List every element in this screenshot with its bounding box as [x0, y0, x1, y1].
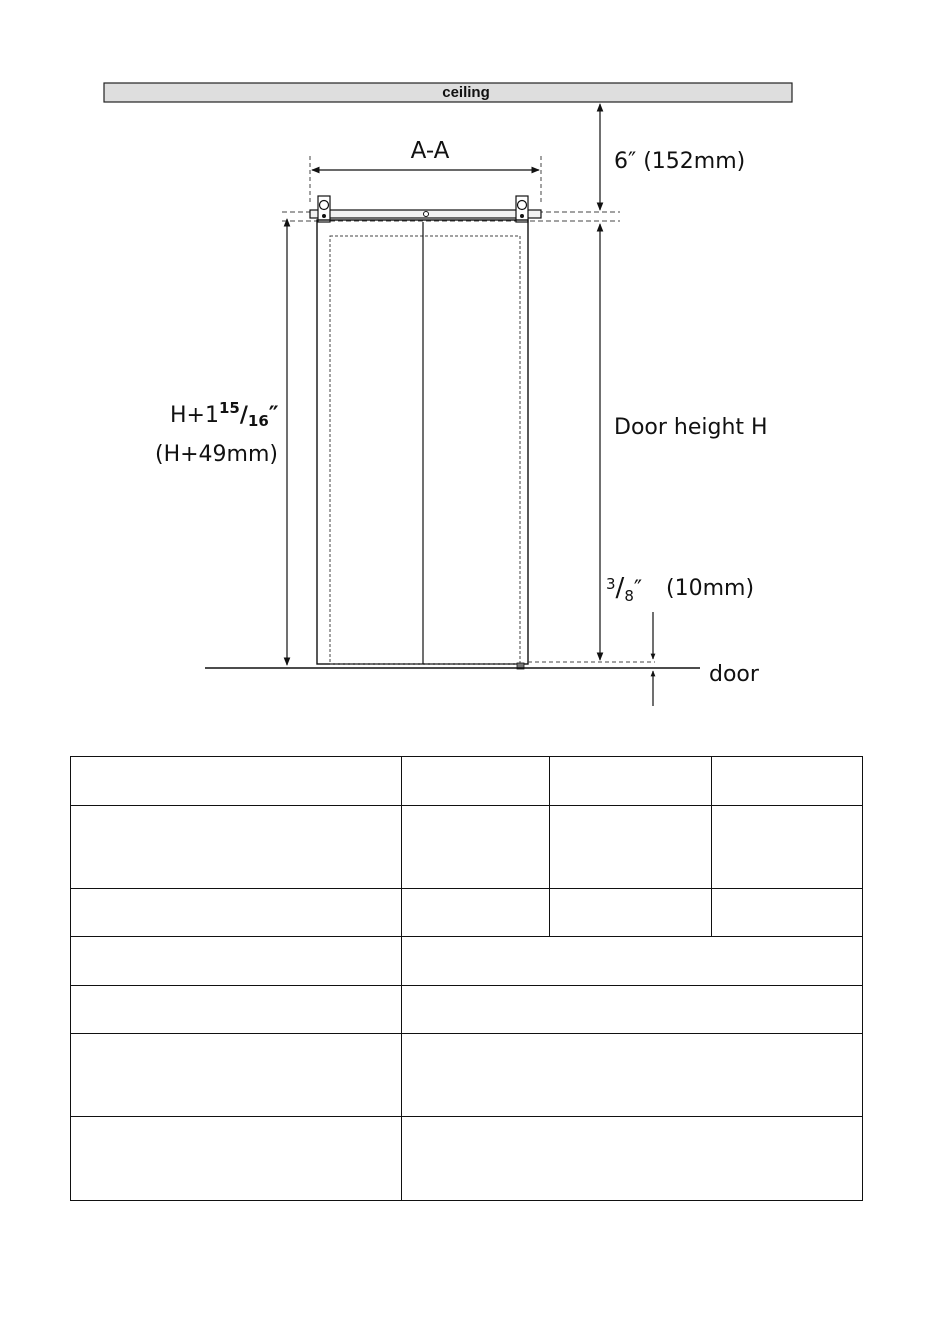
table-row [71, 986, 863, 1034]
table-cell [712, 757, 863, 806]
total-height-denominator: 16 [247, 412, 269, 430]
table-row [71, 1034, 863, 1117]
table-cell [402, 889, 550, 937]
table-cell [712, 889, 863, 937]
track-center-stop [424, 212, 429, 217]
clearance-label: 6″ (152mm) [614, 149, 746, 174]
table-cell [712, 806, 863, 889]
spec-table [70, 756, 863, 1201]
aa-label: A-A [410, 138, 450, 164]
table-row [71, 806, 863, 889]
roller-hanger-right [516, 196, 528, 222]
floor-gap-numerator: 3 [606, 575, 616, 593]
total-height-label [170, 399, 279, 430]
door-inner-outline [330, 236, 520, 664]
roller-hanger-left [318, 196, 330, 222]
total-height-unit: ″ [268, 403, 279, 428]
table-cell [550, 757, 712, 806]
table-row [71, 889, 863, 937]
table-cell [71, 1117, 402, 1201]
door-height-label: Door height H [614, 415, 768, 440]
table-row [71, 937, 863, 986]
total-height-numerator: 15 [218, 399, 240, 417]
table-cell [402, 806, 550, 889]
total-height-prefix: H+1 [170, 403, 219, 428]
floor-gap-denominator: 8 [624, 587, 634, 605]
floor-gap-metric: (10mm) [666, 576, 755, 601]
table-cell [71, 986, 402, 1034]
floor-gap-slash: / [615, 573, 625, 603]
table-cell [402, 937, 863, 986]
table-cell [71, 757, 402, 806]
table-cell [550, 889, 712, 937]
ceiling-label: ceiling [442, 84, 490, 101]
table-cell [71, 937, 402, 986]
table-cell [402, 986, 863, 1034]
table-cell [550, 806, 712, 889]
table-cell [402, 757, 550, 806]
floor-gap-unit: ″ [633, 577, 643, 602]
table-cell [71, 1034, 402, 1117]
table-row [71, 1117, 863, 1201]
table-row [71, 757, 863, 806]
total-height-slash: / [239, 403, 248, 428]
floor-gap-label [606, 573, 642, 605]
floor-label: door [709, 662, 759, 687]
table-cell [71, 889, 402, 937]
total-height-metric: (H+49mm) [155, 442, 278, 467]
table-cell [402, 1034, 863, 1117]
table-cell [71, 806, 402, 889]
table-cell [402, 1117, 863, 1201]
